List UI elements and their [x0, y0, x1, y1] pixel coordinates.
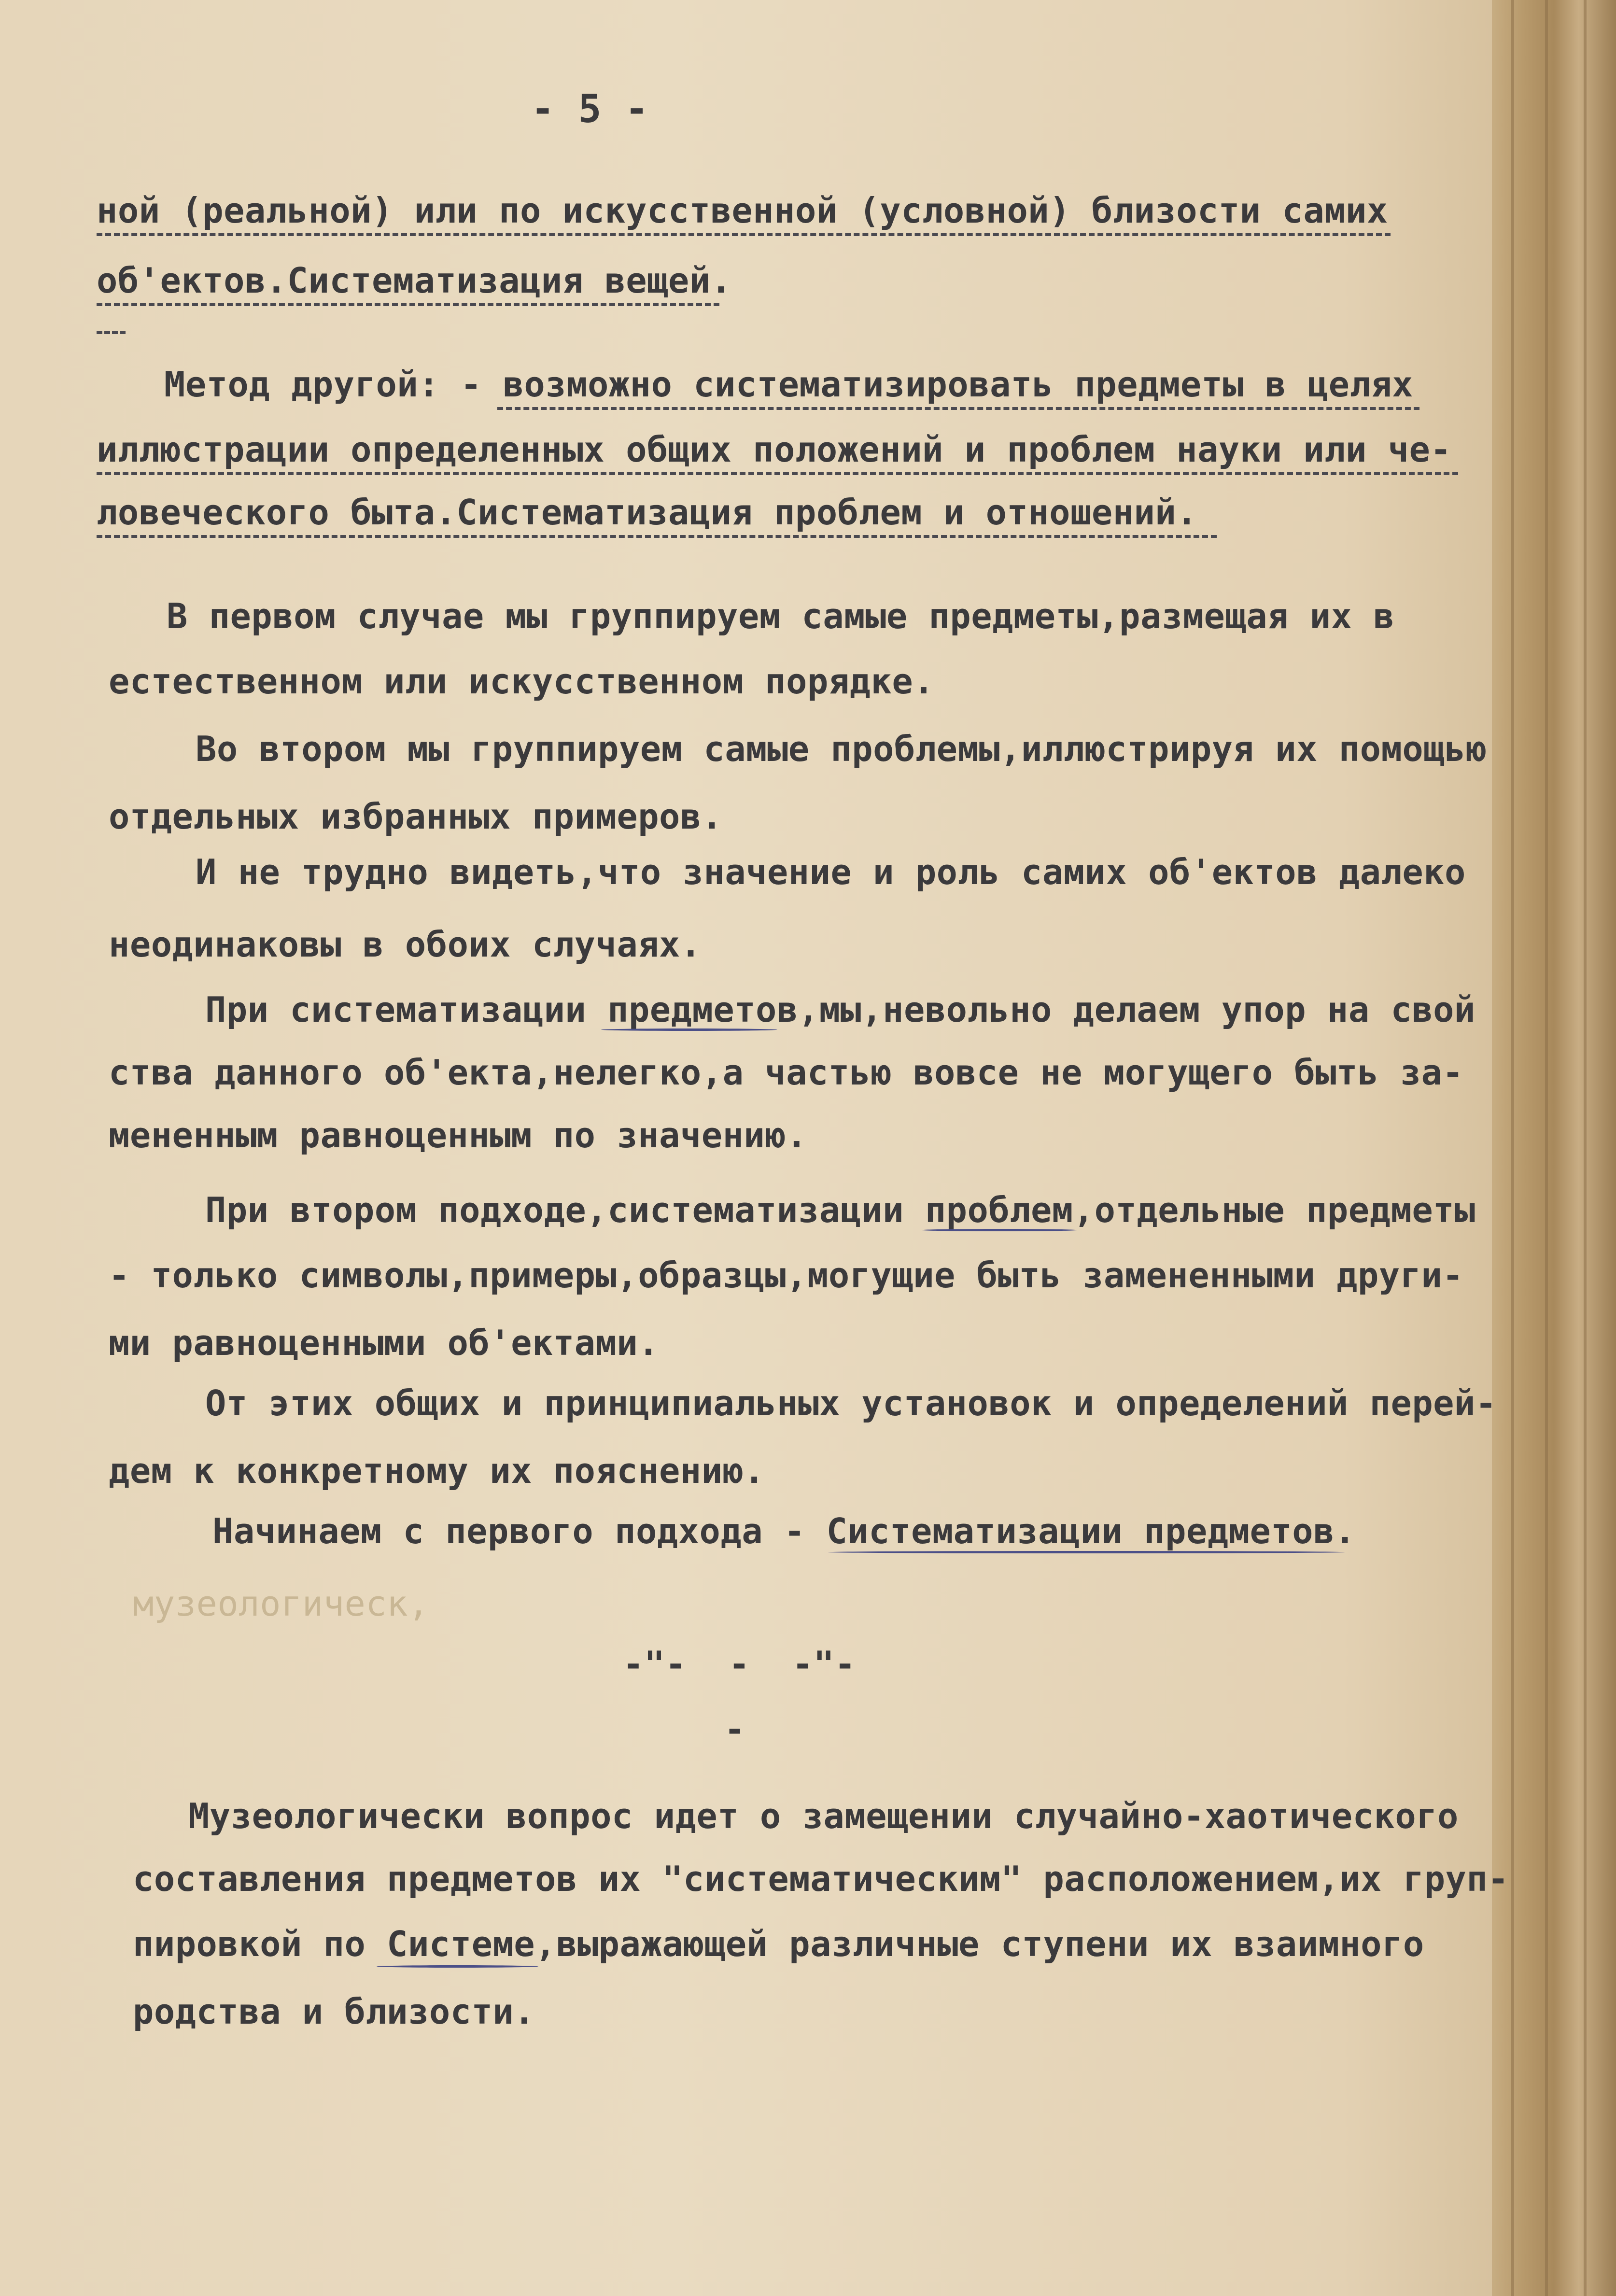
text-line: Музеологически вопрос идет о замещении случайно-хаотического [188, 1796, 1459, 1836]
page-number: - 5 - [531, 86, 649, 131]
section-separator: -"- - -"- [623, 1644, 856, 1684]
text-line: неодинаковы в обоих случаях. [109, 924, 702, 965]
text-line: мененным равноценным по значению. [109, 1115, 807, 1155]
text-line: При втором подходе,систематизации проблем,отдельные предметы [205, 1190, 1475, 1230]
text-line: об'ектов.Систематизация вещей. [97, 260, 732, 301]
text-line: ной (реальной) или по искусственной (условной) близости самих [97, 190, 1388, 231]
text-line: дем к конкретному их пояснению. [109, 1451, 765, 1491]
page-edge-line [1511, 0, 1514, 2296]
typed-underline [97, 303, 719, 306]
text-line: составления предметов их "систематическим" расположением,их груп- [133, 1859, 1509, 1899]
text-line: ловеческого быта.Систематизация проблем и отношений. [97, 492, 1198, 533]
text-line: родства и близости. [133, 1991, 535, 2032]
text-line: иллюстрации определенных общих положений и проблем науки или че- [97, 429, 1452, 470]
text-line: ства данного об'екта,нелегко,а частью вовсе не могущего быть за- [109, 1052, 1464, 1093]
typed-underline [97, 331, 126, 334]
ink-underline [601, 1028, 777, 1031]
text-line: В первом случае мы группируем самые предметы,размещая их в [167, 596, 1395, 636]
ink-underline [922, 1229, 1077, 1231]
typed-underline [497, 407, 1419, 410]
text-line: Во втором мы группируем самые проблемы,иллюстрируя их помощью [196, 729, 1487, 769]
text-line: отдельных избранных примеров. [109, 796, 723, 837]
text-line: Метод другой: - возможно систематизировать предметы в целях [164, 364, 1414, 405]
page-edge-line [1584, 0, 1587, 2296]
text-line: И не трудно видеть,что значение и роль самих об'ектов далеко [196, 852, 1466, 892]
ink-underline [828, 1551, 1345, 1553]
text-line: ми равноценными об'ектами. [109, 1323, 660, 1363]
text-line: Начинаем с первого подхода - Систематизации предметов. [212, 1511, 1356, 1551]
text-line: естественном или искусственном порядке. [109, 661, 935, 702]
ink-underline [377, 1965, 538, 1968]
text-line: От этих общих и принципиальных установок и определений перей- [205, 1383, 1497, 1423]
typed-underline [97, 535, 1217, 538]
separator-dash: - [724, 1709, 745, 1749]
typed-underline [97, 472, 1458, 475]
page-edge-line [1545, 0, 1548, 2296]
text-line: - только символы,примеры,образцы,могущие быть замененными други- [109, 1255, 1464, 1296]
page-stack-edge [1492, 0, 1616, 2296]
faint-bleed-text: музеологическ, [133, 1583, 429, 1624]
text-line: пировкой по Системе,выражающей различные ступени их взаимного [133, 1924, 1424, 1964]
typed-underline [97, 233, 1391, 236]
text-line: При систематизации предметов,мы,невольно делаем упор на свой [205, 989, 1475, 1030]
